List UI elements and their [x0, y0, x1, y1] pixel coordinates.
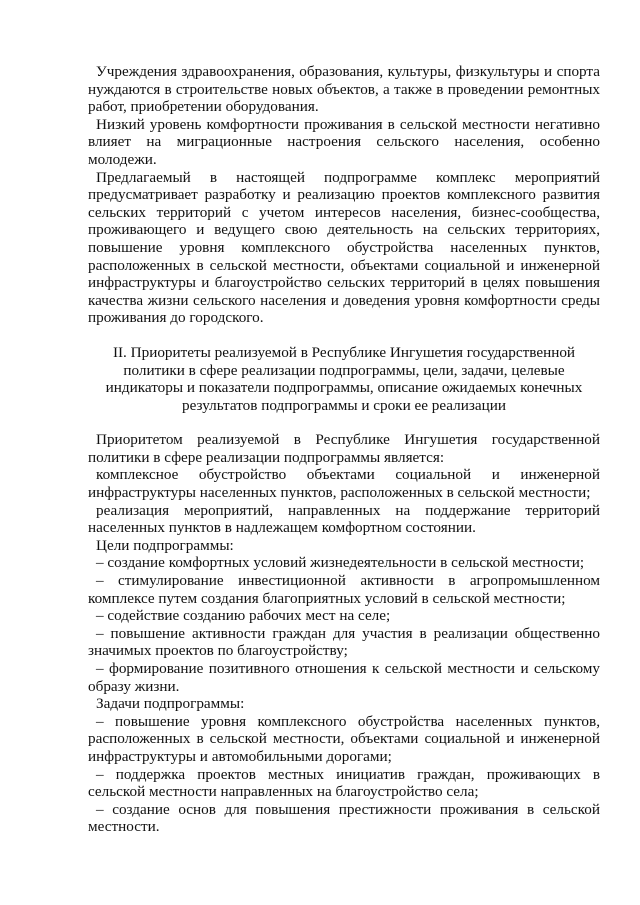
task-item-3: – создание основ для повышения престижности проживания в сельской местности. — [88, 800, 600, 836]
task-item-1: – повышение уровня комплексного обустройства населенных пунктов, расположенных в сельской местности, объектами социальной и инженерной инфраструктуры и автомобильными дорогами; — [88, 712, 600, 765]
goal-item-4: – повышение активности граждан для участия в реализации общественно значимых проектов по благоустройству; — [88, 624, 600, 660]
paragraph-priority-item-1: комплексное обустройство объектами социальной и инженерной инфраструктуры населенных пунктов, расположенных в сельской местности; — [88, 466, 600, 502]
section-heading: II. Приоритеты реализуемой в Республике Ингушетия государственной политики в сфере реализации подпрограммы, цели, задачи, целевые индикаторы и показатели подпрограммы, описание ожидаемых конечных результатов подпрограммы и сроки ее реализации — [105, 343, 583, 414]
goal-item-2: – стимулирование инвестиционной активности в агропромышленном комплексе путем создания благоприятных условий в сельской местности; — [88, 572, 600, 607]
tasks-title: Задачи подпрограммы: — [96, 695, 245, 713]
document-page — [88, 63, 600, 836]
task-item-2: – поддержка проектов местных инициатив граждан, проживающих в сельской местности направленных на благоустройство села; — [88, 765, 600, 801]
paragraph-proposed-measures: Предлагаемый в настоящей подпрограмме комплекс мероприятий предусматривает разработку и реализацию проектов комплексного развития сельских территорий с учетом интересов населения, бизнес-сообщества, проживающего и ведущего свою деятельность на сельских территориях, повышение уровня комплексного обустройства населенных пунктов, расположенных в сельской местности, объектами социальной и инженерной инфраструктуры и благоустройство сельских территорий в целях повышения качества жизни сельского населения и доведения уровня комфортности среды проживания до городского. — [88, 168, 600, 327]
goals-title: Цели подпрограммы: — [96, 536, 234, 554]
goal-item-5: – формирование позитивного отношения к сельской местности и сельскому образу жизни. — [88, 660, 600, 695]
paragraph-institutions: Учреждения здравоохранения, образования, культуры, физкультуры и спорта нуждаются в строительстве новых объектов, а также в проведении ремонтных работ, приобретении оборудования. — [88, 63, 600, 116]
goal-item-3: – содействие созданию рабочих мест на селе; — [96, 607, 391, 625]
goal-item-1: – создание комфортных условий жизнедеятельности в сельской местности; — [96, 554, 585, 572]
paragraph-low-comfort: Низкий уровень комфортности проживания в сельской местности негативно влияет на миграционные настроения сельского населения, особенно молодежи. — [88, 115, 600, 168]
paragraph-priority-item-2: реализация мероприятий, направленных на поддержание территорий населенных пунктов в надлежащем комфортном состоянии. — [88, 501, 600, 537]
paragraph-priority: Приоритетом реализуемой в Республике Ингушетия государственной политики в сфере реализации подпрограммы является: — [88, 431, 600, 466]
